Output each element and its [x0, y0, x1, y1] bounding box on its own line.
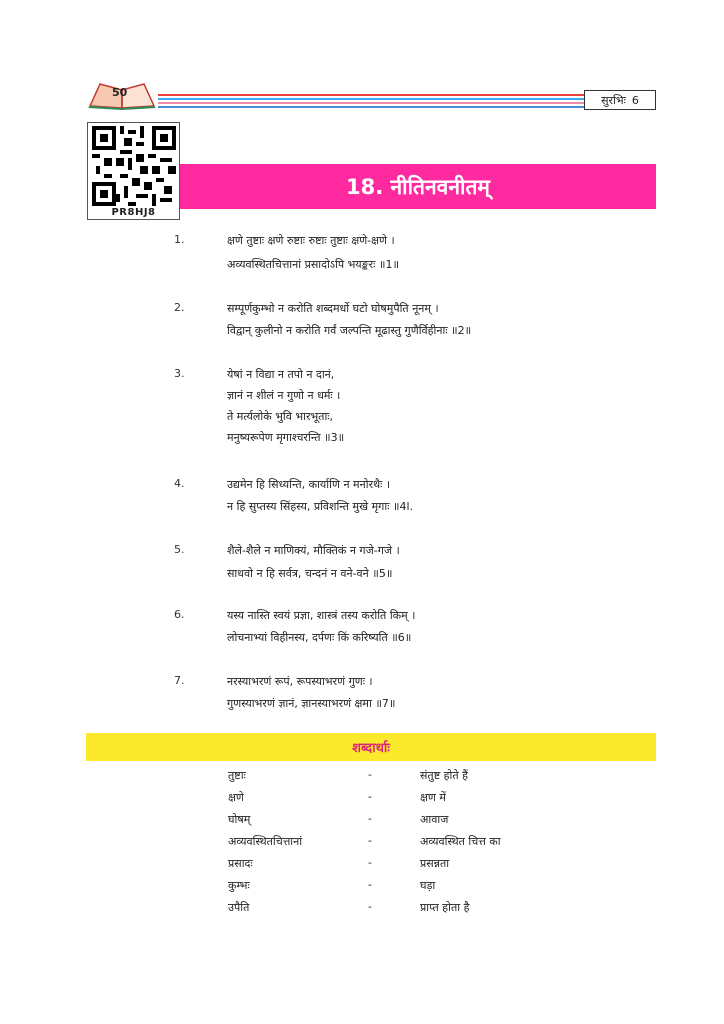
glossary-row [228, 768, 558, 790]
qr-code[interactable] [87, 122, 180, 220]
verse-line: सम्पूर्णकुम्भो न करोति शब्दमर्धो घटो घोषमुपैति नूनम् । [227, 302, 439, 315]
glossary-word: कुम्भः [228, 879, 250, 892]
verse-line: न हि सुप्तस्य सिंहस्य, प्रविशन्ति मुखे मृगाः ॥4l. [227, 500, 414, 513]
verse-line: क्षणे तुष्टाः क्षणे रुष्टाः रुष्टाः तुष्टाः क्षणे-क्षणे । [227, 234, 395, 247]
chapter-title-band [180, 164, 656, 209]
verse-line: येषां न विद्या न तपो न दानं, [227, 368, 335, 381]
glossary-word: क्षणे [228, 791, 244, 804]
glossary-table [228, 768, 558, 922]
book-label [584, 90, 656, 110]
verse-number: 4. [174, 477, 185, 490]
verse-number: 2. [174, 301, 185, 314]
glossary-meaning: संतुष्ट होते हैं [420, 769, 468, 782]
glossary-header [86, 733, 656, 761]
verse-line: यस्य नास्ति स्वयं प्रज्ञा, शास्त्रं तस्य करोति किम् । [227, 609, 416, 622]
glossary-separator: - [368, 768, 372, 781]
glossary-meaning: अव्यवस्थित चित्त का [420, 835, 501, 848]
glossary-word: घोषम् [228, 813, 251, 826]
verse-number: 7. [174, 674, 185, 687]
glossary-separator: - [368, 856, 372, 869]
verse-number: 3. [174, 367, 185, 380]
verse-number: 5. [174, 543, 185, 556]
verse-line: साधवो न हि सर्वत्र, चन्दनं न वने-वने ॥5॥ [227, 567, 393, 580]
glossary-meaning: प्रसन्नता [420, 857, 450, 870]
glossary-row [228, 790, 558, 812]
glossary-separator: - [368, 790, 372, 803]
header-stripes [158, 94, 584, 108]
page-number: 50 [112, 86, 128, 99]
book-name: सुरभिः [601, 93, 626, 107]
qr-code-icon [92, 126, 176, 206]
verse-line: लोचनाभ्यां विहीनस्य, दर्पणः किं करिष्यति ॥6॥ [227, 631, 412, 644]
glossary-row [228, 856, 558, 878]
glossary-separator: - [368, 834, 372, 847]
glossary-word: अव्यवस्थितचित्तानां [228, 835, 303, 848]
glossary-meaning: घड़ा [420, 879, 436, 892]
glossary-meaning: क्षण में [420, 791, 446, 804]
verse-line: गुणस्याभरणं ज्ञानं, ज्ञानस्याभरणं क्षमा ॥7॥ [227, 697, 396, 710]
glossary-separator: - [368, 878, 372, 891]
verse-line: उद्यमेन हि सिध्यन्ति, कार्याणि न मनोरथैः । [227, 478, 390, 491]
glossary-word: उपैति [228, 901, 250, 914]
glossary-row [228, 812, 558, 834]
book-class-number: 6 [631, 93, 639, 107]
verse-line: विद्वान् कुलीनो न करोति गर्वं जल्पन्ति मूढास्तु गुणैर्विहीनाः ॥2॥ [227, 324, 472, 337]
qr-code-label: PR8HJ8 [111, 207, 156, 218]
glossary-row [228, 834, 558, 856]
glossary-separator: - [368, 812, 372, 825]
glossary-row [228, 878, 558, 900]
verse-line: नरस्याभरणं रूपं, रूपस्याभरणं गुणः । [227, 675, 373, 688]
chapter-title: 18. नीतिनवनीतम् [346, 174, 490, 199]
glossary-meaning: प्राप्त होता है [420, 901, 470, 914]
verse-line: अव्यवस्थितचित्तानां प्रसादोऽपि भयङ्करः ॥1॥ [227, 258, 400, 271]
verse-line: ज्ञानं न शीलं न गुणो न धर्मः । [227, 389, 341, 402]
glossary-word: तुष्टाः [228, 769, 246, 782]
verse-number: 1. [174, 233, 185, 246]
glossary-separator: - [368, 900, 372, 913]
glossary-row [228, 900, 558, 922]
verse-line: मनुष्यरूपेण मृगाश्चरन्ति ॥3॥ [227, 431, 345, 444]
verse-line: शैले-शैले न माणिक्यं, मौक्तिकं न गजे-गजे । [227, 544, 400, 557]
verse-line: ते मर्त्यलोके भुवि भारभूताः, [227, 410, 334, 423]
glossary-word: प्रसादः [228, 857, 253, 870]
glossary-meaning: आवाज [420, 813, 449, 826]
glossary-title: शब्दार्थाः [352, 741, 390, 756]
verse-number: 6. [174, 608, 185, 621]
